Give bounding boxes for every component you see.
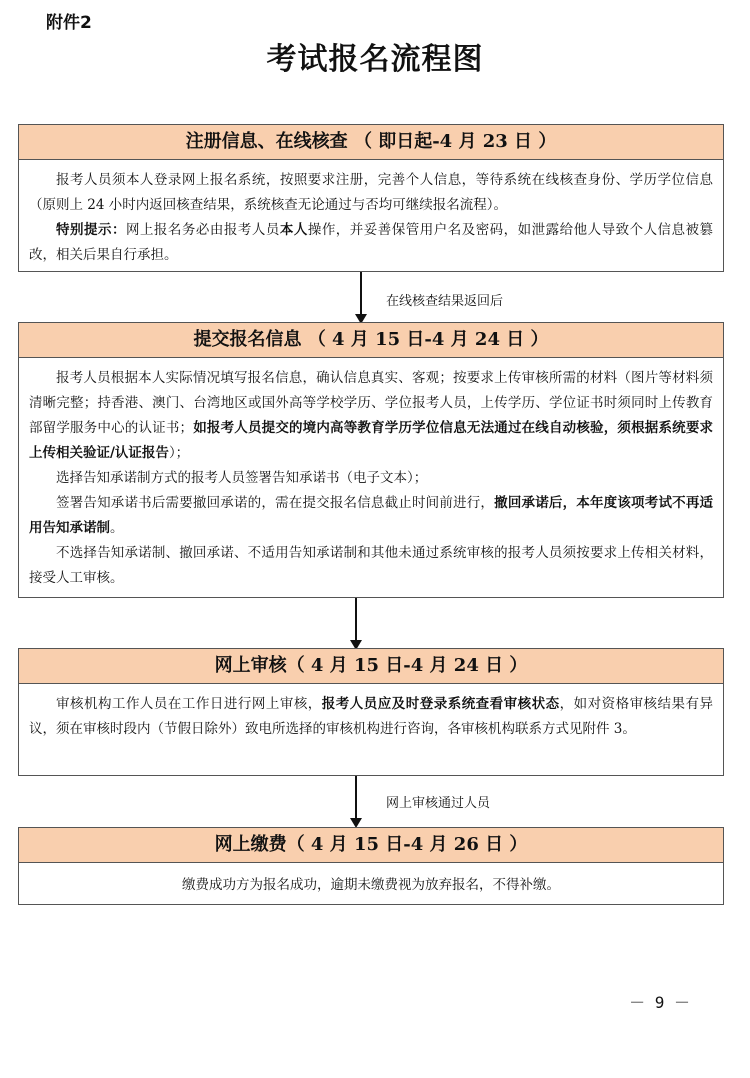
attachment-label: 附件2 bbox=[46, 13, 92, 33]
bold-text: 如报考人员提交的境内高等教育学历学位信息无法通过在线自动核验，须根据系统要求上传相关验证/认证报告 bbox=[29, 420, 714, 461]
step-paragraph: 选择告知承诺制方式的报考人员签署告知承诺书（电子文本）； bbox=[56, 470, 428, 486]
step-body bbox=[19, 684, 723, 750]
step-register bbox=[18, 124, 724, 272]
step-paragraph bbox=[29, 692, 713, 742]
step-body bbox=[19, 358, 723, 599]
flow-arrow bbox=[360, 272, 362, 316]
step-payment bbox=[18, 827, 724, 905]
step-paragraph: 不选择告知承诺制、撤回承诺、不适用告知承诺制和其他未通过系统审核的报考人员须按要求上传相关材料，接受人工审核。 bbox=[29, 545, 713, 586]
step-paragraph: 报考人员须本人登录网上报名系统，按照要求注册，完善个人信息，等待系统在线核查身份、学历学位信息（原则上 24 小时内返回核查结果，系统核查无论通过与否均可继续报名流程）。 bbox=[29, 172, 713, 213]
step-submit bbox=[18, 322, 724, 598]
text: 报考人员根据本人实际情况填写报名信息，确认信息真实、客观；按要求上传审核所需的材料（图片等材料须清晰完整；持香港、澳门、台湾地区或国外高等学校学历、学位报考人员，上传学历、学位证书时须同时上传教育部留学服务中心的认证书； bbox=[29, 370, 713, 436]
text: 审核机构工作人员在工作日进行网上审核， bbox=[56, 696, 322, 712]
step-paragraph bbox=[29, 366, 713, 466]
text: ，如对资格审核结果有异议，须在审核时段内（节假日除外）致电所选择的审核机构进行咨询，各审核机构联系方式见附件 3。 bbox=[29, 696, 714, 737]
bold-text: 撤回承诺后，本年度该项考试不再适用告知承诺制 bbox=[29, 495, 714, 536]
flow-arrow bbox=[355, 776, 357, 820]
bold-text: 特别提示： bbox=[56, 222, 126, 238]
step-header: 注册信息、在线核查 （ 即日起-4 月 23 日 ） bbox=[19, 125, 723, 160]
step-header: 网上审核（ 4 月 15 日-4 月 24 日 ） bbox=[19, 649, 723, 684]
text: 网上报名务必由报考人员 bbox=[125, 222, 280, 238]
step-review bbox=[18, 648, 724, 776]
text: 。 bbox=[110, 520, 124, 536]
text: 签署告知承诺书后需要撤回承诺的，需在提交报名信息截止时间前进行， bbox=[56, 495, 495, 511]
step-header: 网上缴费（ 4 月 15 日-4 月 26 日 ） bbox=[19, 828, 723, 863]
bold-text: 本人 bbox=[279, 222, 308, 238]
step-body bbox=[19, 160, 723, 276]
page-number: － 9 － bbox=[629, 993, 690, 1012]
text: 操作，并妥善保管用户名及密码，如泄露给他人导致个人信息被篡改，相关后果自行承担。 bbox=[29, 222, 714, 263]
step-body bbox=[19, 863, 723, 906]
page-title: 考试报名流程图 bbox=[266, 42, 484, 77]
step-paragraph bbox=[29, 218, 713, 268]
text: ）； bbox=[168, 445, 190, 461]
step-paragraph bbox=[29, 491, 713, 541]
step-paragraph: 缴费成功方为报名成功，逾期未缴费视为放弃报名，不得补缴。 bbox=[182, 877, 560, 893]
bold-text: 报考人员应及时登录系统查看审核状态 bbox=[321, 696, 560, 712]
arrow-label: 网上审核通过人员 bbox=[386, 796, 491, 811]
step-header: 提交报名信息 （ 4 月 15 日-4 月 24 日 ） bbox=[19, 323, 723, 358]
flow-arrow bbox=[355, 598, 357, 642]
arrow-label: 在线核查结果返回后 bbox=[386, 294, 504, 309]
